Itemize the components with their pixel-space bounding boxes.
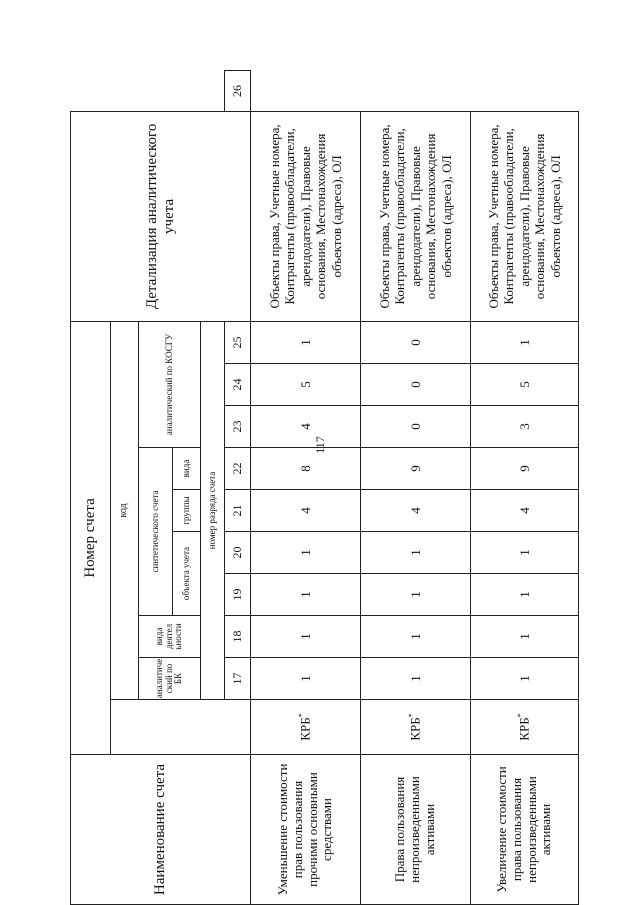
column-number: 26 (225, 71, 251, 112)
row-cell: 1 (361, 574, 471, 616)
row-cell: 1 (251, 658, 361, 700)
row-cell: 4 (251, 406, 361, 448)
row-cell: 9 (471, 448, 579, 490)
row-account-name: Права пользования непроизведенными активами (361, 755, 471, 905)
header-analytic-bk: аналитиче ский по БК (139, 658, 201, 700)
krb-footnote-mark: * (407, 713, 417, 718)
krb-label: КРБ (297, 717, 313, 741)
row-cell: 5 (251, 364, 361, 406)
row-cell: 0 (361, 321, 471, 363)
row-cell: 3 (471, 406, 579, 448)
column-number: 25 (225, 321, 251, 363)
header-account-object: объекта учета (173, 532, 201, 616)
row-account-name: Увеличение стоимости права пользования непроизведенными активами (471, 755, 579, 905)
column-number: 17 (225, 658, 251, 700)
row-cell: 1 (361, 658, 471, 700)
row-detail: Объекты права, Учетные номера, Контрагенты (правообладатели, арендодатели), Правовые основания, Местонахождения объектов (адреса), ОЛ (251, 111, 361, 321)
row-cell: 1 (361, 616, 471, 658)
header-code: код (111, 321, 139, 699)
header-detail: Детализация аналитического учета (71, 111, 251, 321)
column-number: 21 (225, 490, 251, 532)
column-number: 22 (225, 448, 251, 490)
row-cell: 1 (471, 616, 579, 658)
header-digit-numbers: номер разряда счета (201, 321, 225, 699)
row-cell: 9 (361, 448, 471, 490)
krb-footnote-mark: * (297, 713, 307, 718)
table-row (251, 71, 361, 905)
column-number: 23 (225, 406, 251, 448)
krb-label: КРБ (407, 717, 423, 741)
row-detail: Объекты права, Учетные номера, Контрагенты (правообладатели, арендодатели), Правовые основания, Местонахождения объектов (адреса), ОЛ (471, 111, 579, 321)
header-synthetic-account: синтетического счета (139, 448, 173, 616)
header-blank (111, 700, 251, 755)
header-group: группы (173, 490, 201, 532)
column-number: 18 (225, 616, 251, 658)
header-analytic-kosgu: аналитический по КОСГУ (139, 321, 201, 447)
row-cell: 0 (361, 364, 471, 406)
row-cell: 1 (251, 574, 361, 616)
row-cell: 4 (471, 490, 579, 532)
table-row (361, 71, 471, 905)
row-account-name: Уменьшение стоимости прав пользования прочими основными средствами (251, 755, 361, 905)
header-account-name: Наименование счета (71, 755, 251, 905)
row-krb (361, 700, 471, 755)
row-cell: 1 (361, 532, 471, 574)
row-cell: 5 (471, 364, 579, 406)
column-number: 24 (225, 364, 251, 406)
page-number: 117 (313, 436, 327, 454)
row-cell: 1 (471, 321, 579, 363)
row-krb (471, 700, 579, 755)
row-cell: 0 (361, 406, 471, 448)
krb-label: КРБ (516, 717, 532, 741)
row-cell: 4 (251, 490, 361, 532)
krb-footnote-mark: * (516, 713, 526, 718)
row-cell: 1 (251, 616, 361, 658)
row-cell: 1 (471, 574, 579, 616)
row-cell: 1 (471, 658, 579, 700)
row-cell: 1 (251, 532, 361, 574)
header-account-number: Номер счета (71, 321, 111, 754)
row-cell: 1 (251, 321, 361, 363)
table-row (471, 71, 579, 905)
row-detail: Объекты права, Учетные номера, Контрагенты (правообладатели, арендодатели), Правовые основания, Местонахождения объектов (адреса), ОЛ (361, 111, 471, 321)
header-kind: вида (173, 448, 201, 490)
accounts-table-rotated (70, 70, 578, 905)
accounts-table (70, 70, 579, 905)
column-number: 19 (225, 574, 251, 616)
row-cell: 8 (251, 448, 361, 490)
column-number: 20 (225, 532, 251, 574)
header-activity-type: вида деятел ьности (139, 616, 201, 658)
row-cell: 4 (361, 490, 471, 532)
row-krb (251, 700, 361, 755)
row-cell: 1 (471, 532, 579, 574)
